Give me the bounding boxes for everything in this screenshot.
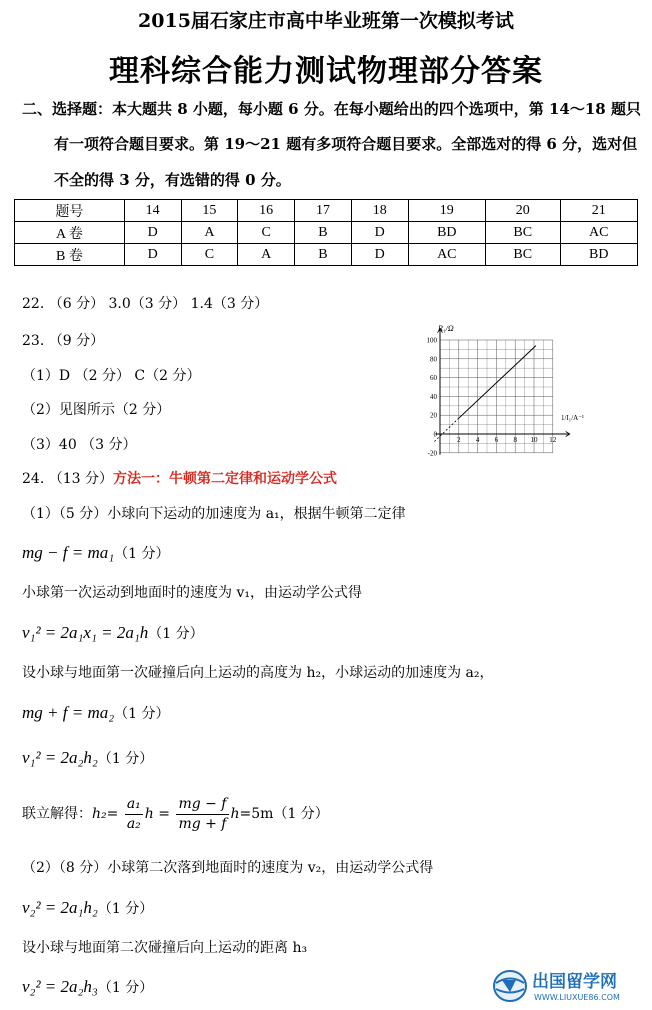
q24-method: 方法一：牛顿第二定律和运动学公式 bbox=[112, 471, 337, 487]
table-cell: 20 bbox=[486, 200, 561, 222]
y-tick-label: 0 bbox=[433, 430, 437, 439]
q24-part1: （1）（5 分）小球向下运动的加速度为 a₁，根据牛顿第二定律 bbox=[22, 506, 406, 522]
table-cell: D bbox=[124, 222, 181, 244]
y-tick-label: 60 bbox=[430, 374, 437, 383]
table-cell: B 卷 bbox=[15, 244, 125, 266]
x-tick-label: 10 bbox=[530, 436, 538, 444]
equation-2: v₁² = 2a₁x₁ = 2a₁h bbox=[22, 623, 149, 642]
table-cell: 18 bbox=[351, 200, 408, 222]
fraction-numerator: mg − f bbox=[176, 795, 228, 815]
table-row bbox=[15, 244, 638, 266]
q23-heading: 23. （9 分） bbox=[22, 333, 105, 349]
equation-1-score: （1 分） bbox=[114, 546, 170, 562]
table-cell: B bbox=[295, 222, 352, 244]
table-cell: 14 bbox=[124, 200, 181, 222]
table-cell: AC bbox=[560, 222, 637, 244]
table-cell: BD bbox=[560, 244, 637, 266]
equation-2-score: （1 分） bbox=[148, 626, 204, 642]
solution-prefix: 联立解得： bbox=[22, 806, 92, 822]
table-cell: A bbox=[238, 244, 295, 266]
fraction-denominator: a₂ bbox=[126, 815, 141, 832]
table-cell: D bbox=[351, 244, 408, 266]
y-tick-label: 100 bbox=[426, 336, 437, 345]
q24-heading: 24. （13 分） bbox=[22, 471, 113, 487]
table-cell: 17 bbox=[295, 200, 352, 222]
site-watermark bbox=[492, 966, 650, 1006]
equation-5-score: （1 分） bbox=[97, 901, 154, 917]
fraction-forces bbox=[176, 795, 228, 834]
equation-3-score: （1 分） bbox=[114, 706, 170, 722]
table-cell: B bbox=[295, 244, 352, 266]
equation-5-row bbox=[22, 898, 153, 918]
equation-4-score: （1 分） bbox=[97, 751, 154, 767]
q23-graph bbox=[414, 322, 590, 462]
answer-title: 理科综合能力测试物理部分答案 bbox=[109, 54, 543, 89]
equation-4-row bbox=[22, 748, 153, 768]
exam-title: 2015届石家庄市高中毕业班第一次模拟考试 bbox=[138, 10, 514, 32]
equation-6-row bbox=[22, 977, 153, 997]
solution-h-equals: h = bbox=[144, 806, 170, 822]
equation-5: v₂² = 2a₁h₂ bbox=[22, 898, 98, 917]
q24-heading-row bbox=[22, 469, 337, 489]
y-tick-label: 40 bbox=[430, 392, 437, 401]
table-cell: A 卷 bbox=[15, 222, 125, 244]
table-cell: 15 bbox=[181, 200, 238, 222]
graph-x-label: 1/I₁/A⁻¹ bbox=[561, 414, 585, 422]
equation-2-row bbox=[22, 623, 204, 643]
x-tick-label: 2 bbox=[457, 436, 461, 444]
table-row bbox=[15, 222, 638, 244]
fraction-denominator: mg + f bbox=[178, 815, 227, 832]
q24-part2: （2）（8 分）小球第二次落到地面时的速度为 v₂，由运动学公式得 bbox=[22, 860, 434, 876]
q23-part3: （3）40 （3 分） bbox=[22, 437, 137, 453]
table-cell: 16 bbox=[238, 200, 295, 222]
equation-1-row bbox=[22, 543, 170, 563]
table-cell: BC bbox=[486, 222, 561, 244]
q23-part2: （2）见图所示（2 分） bbox=[22, 402, 171, 418]
table-cell: D bbox=[351, 222, 408, 244]
graph-y-label: R₁/Ω bbox=[438, 324, 454, 333]
table-row bbox=[15, 200, 638, 222]
graph-ticks bbox=[427, 337, 557, 458]
equation-4: v₁² = 2a₂h₂ bbox=[22, 748, 98, 767]
y-tick-label: 80 bbox=[430, 355, 437, 364]
solution-h2: h₂= bbox=[92, 806, 119, 822]
watermark-brand: 出国留学网 bbox=[532, 972, 617, 992]
x-tick-label: 12 bbox=[549, 436, 557, 444]
x-tick-label: 8 bbox=[513, 436, 517, 444]
q24-solution-row bbox=[22, 792, 329, 836]
equation-6: v₂² = 2a₂h₃ bbox=[22, 977, 98, 996]
table-cell: A bbox=[181, 222, 238, 244]
watermark-url: WWW.LIUXUE86.COM bbox=[534, 993, 620, 1002]
equation-6-score: （1 分） bbox=[97, 980, 154, 996]
table-cell: BD bbox=[408, 222, 485, 244]
solution-h: h bbox=[230, 806, 240, 822]
table-cell: C bbox=[181, 244, 238, 266]
table-cell: BC bbox=[486, 244, 561, 266]
table-cell: 21 bbox=[560, 200, 637, 222]
q22-answer: 22. （6 分） 3.0（3 分） 1.4（3 分） bbox=[22, 296, 269, 312]
q24-text-3: 设小球与地面第二次碰撞后向上运动的距离 h₃ bbox=[22, 940, 308, 956]
y-tick-label: -20 bbox=[427, 449, 437, 458]
q24-text-2: 设小球与地面第一次碰撞后向上运动的高度为 h₂，小球运动的加速度为 a₂， bbox=[22, 665, 494, 681]
globe-logo-icon bbox=[494, 971, 526, 1001]
y-tick-label: 20 bbox=[430, 411, 437, 420]
x-tick-label: 6 bbox=[494, 436, 499, 444]
graph-fit-line bbox=[459, 346, 536, 419]
table-cell: 19 bbox=[408, 200, 485, 222]
fraction-a1-a2 bbox=[125, 795, 143, 834]
section2-line2: 有一项符合题目要求。第 19～21 题有多项符合题目要求。全部选对的得 6 分，选对但 bbox=[54, 135, 638, 153]
equation-3-row bbox=[22, 703, 170, 723]
table-cell: 题号 bbox=[15, 200, 125, 222]
section2-line3: 不全的得 3 分，有选错的得 0 分。 bbox=[54, 171, 291, 189]
equation-1: mg − f = ma₁ bbox=[22, 543, 115, 562]
table-cell: C bbox=[238, 222, 295, 244]
q24-text-1: 小球第一次运动到地面时的速度为 v₁，由运动学公式得 bbox=[22, 585, 362, 601]
table-cell: D bbox=[124, 244, 181, 266]
answer-table bbox=[14, 199, 638, 266]
section2-line1: 二、选择题：本大题共 8 小题，每小题 6 分。在每小题给出的四个选项中，第 14～18 题只 bbox=[22, 100, 641, 118]
solution-result: =5m（1 分） bbox=[239, 806, 329, 822]
graph-fit-line-extension bbox=[434, 418, 458, 441]
table-cell: AC bbox=[408, 244, 485, 266]
equation-3: mg + f = ma₂ bbox=[22, 703, 115, 722]
q23-part1: （1）D （2 分） C（2 分） bbox=[22, 368, 201, 384]
fraction-numerator: a₁ bbox=[125, 795, 143, 815]
x-tick-label: 4 bbox=[475, 436, 480, 444]
